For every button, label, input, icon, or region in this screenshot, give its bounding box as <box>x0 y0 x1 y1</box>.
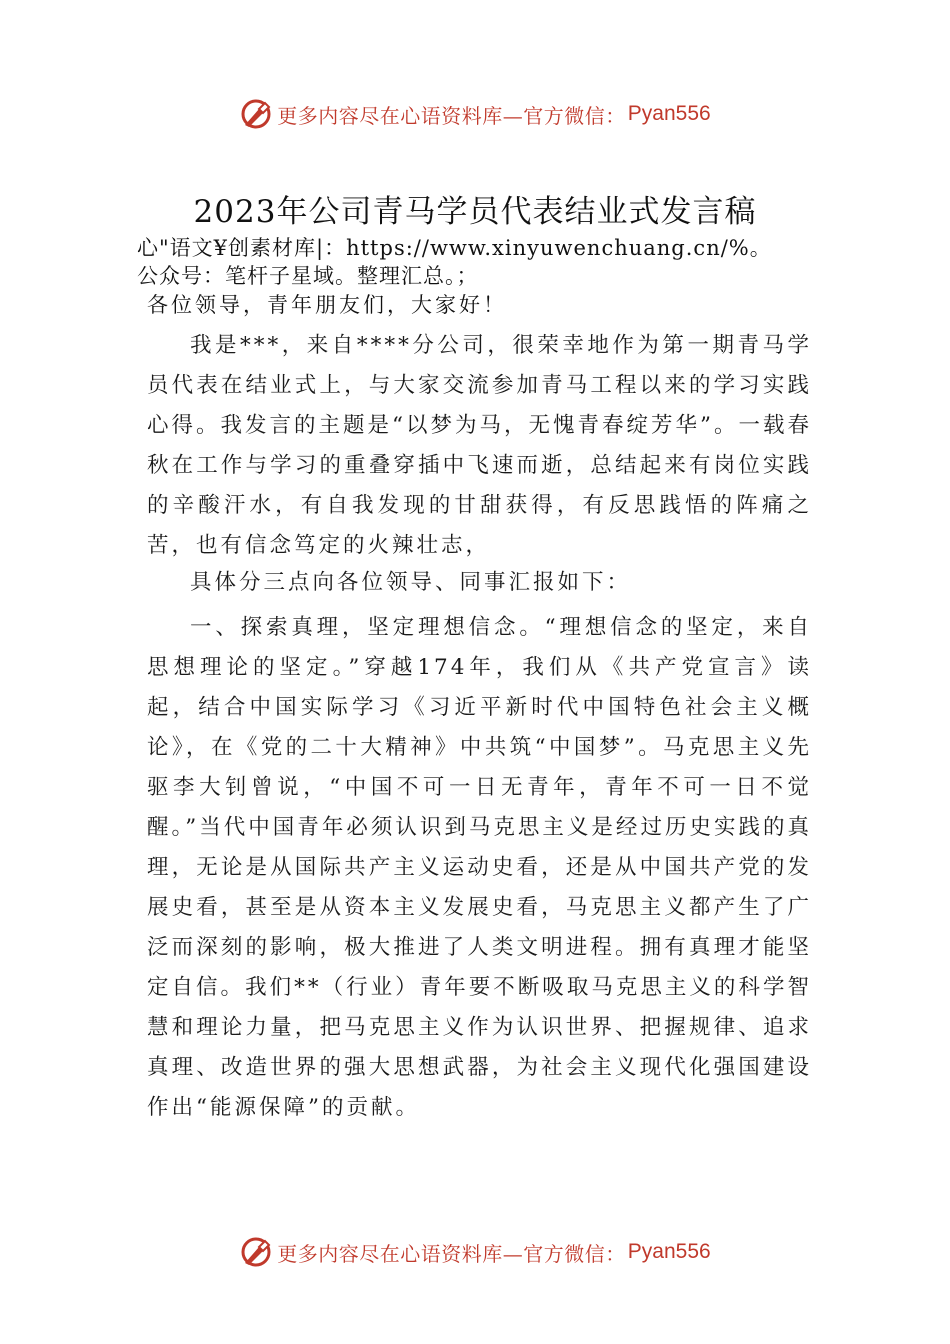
footer-banner <box>0 1232 950 1272</box>
pen-logo-icon <box>239 1235 273 1269</box>
paragraph-intro: 我是***，来自****分公司，很荣幸地作为第一期青马学员代表在结业式上，与大家交流参加青马工程以来的学习实践心得。我发言的主题是“以梦为马，无愧青春绽芳华”。一载春秋在工作与学习的重叠穿插中飞速而逝，总结起来有岗位实践的辛酸汗水，有自我发现的甘甜获得，有反思践悟的阵痛之苦，也有信念笃定的火辣壮志， <box>147 333 812 558</box>
paragraph-outline: 具体分三点向各位领导、同事汇报如下： <box>190 570 632 595</box>
banner-wechat-id: Pyan556 <box>627 1240 711 1263</box>
source-line: 心"语文¥创素材库|：https://www.xinyuwenchuang.cn/%。 <box>137 236 772 260</box>
pen-logo-icon <box>239 97 273 131</box>
header-banner <box>0 94 950 134</box>
banner-wechat-id: Pyan556 <box>627 102 711 125</box>
document-title: 2023年公司青马学员代表结业式发言稿 <box>193 194 757 230</box>
banner-text: 更多内容尽在心语资料库—官方微信： <box>277 1241 626 1266</box>
greeting: 各位领导，青年朋友们，大家好！ <box>147 293 507 317</box>
public-account-line: 公众号：笔杆子星域。整理汇总。； <box>137 264 479 288</box>
banner-text: 更多内容尽在心语资料库—官方微信： <box>277 103 626 128</box>
paragraph-point-one: 一、探索真理，坚定理想信念。“理想信念的坚定，来自思想理论的坚定。”穿越174年，我们从《共产党宣言》读起，结合中国实际学习《习近平新时代中国特色社会主义概论》，在《党的二十大精神》中共筑“中国梦”。马克思主义先驱李大钊曾说，“中国不可一日无青年，青年不可一日不觉醒。”当代中国青年必须认识到马克思主义是经过历史实践的真理，无论是从国际共产主义运动史看，还是从中国共产党的发展史看，甚至是从资本主义发展史看，马克思主义都产生了广泛而深刻的影响，极大推进了人类文明进程。拥有真理才能坚定自信。我们**（行业）青年要不断吸取马克思主义的科学智慧和理论力量，把马克思主义作为认识世界、把握规律、追求真理、改造世界的强大思想武器，为社会主义现代化强国建设作出“能源保障”的贡献。 <box>147 615 812 1120</box>
